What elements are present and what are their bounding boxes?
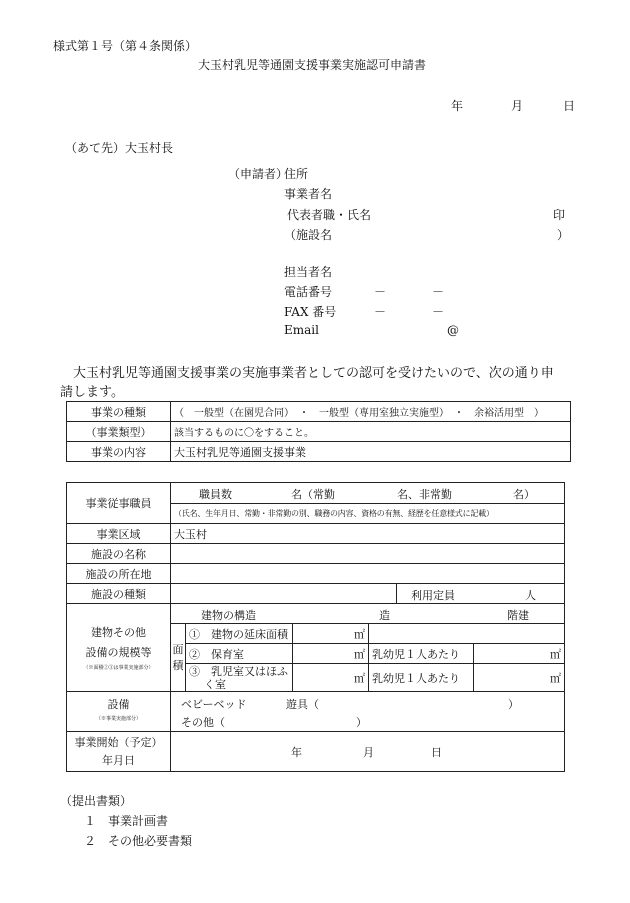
business-type-table [66, 401, 571, 462]
documents-heading: （提出書類） [60, 794, 133, 808]
menseki-char-2: 積 [172, 658, 184, 672]
infant-room-cell [186, 664, 293, 692]
capacity-label: 利用定員 [411, 589, 455, 602]
contact-person-label: 担当者名 [284, 265, 333, 279]
nursery-room-label: ② 保育室 [186, 644, 293, 664]
staff-close-label: 名） [513, 488, 535, 501]
start-month: 月 [363, 746, 374, 759]
business-name-label: 事業者名 [284, 187, 333, 201]
start-date-value-cell [171, 732, 565, 772]
business-type-options: （ 一般型（在園児合同） ・ 一般型（専用室独立実施型） ・ 余裕活用型 ） [171, 402, 571, 422]
business-content-value: 大玉村乳児等通園支援事業 [171, 442, 571, 462]
equipment-detail-cell [171, 692, 565, 732]
infant-per-infant-unit: ㎡ [474, 664, 565, 692]
capacity-unit: 人 [525, 589, 536, 602]
facility-address-label: 施設の所在地 [67, 564, 171, 584]
date-month: 月 [511, 99, 524, 113]
capacity-cell [397, 584, 565, 604]
nursery-room-unit: ㎡ [293, 644, 369, 664]
start-year: 年 [291, 746, 302, 759]
nursery-per-infant-unit: ㎡ [474, 644, 565, 664]
intro-line-2: 請します。 [60, 385, 124, 400]
date-year: 年 [451, 99, 464, 113]
business-type-sub: （事業類型） [67, 422, 171, 442]
floor-area-unit: ㎡ [293, 624, 369, 644]
toys-close: ） [508, 698, 519, 711]
building-scale-cell [67, 604, 171, 692]
fax-dash-2: － [432, 305, 445, 319]
representative-label: 代表者職・氏名 [287, 208, 372, 222]
start-label-2: 年月日 [102, 753, 135, 767]
building-label-2: 設備の規模等 [85, 645, 152, 659]
infant-room-unit: ㎡ [293, 664, 369, 692]
facility-address-value [171, 564, 565, 584]
structure-cell [171, 604, 565, 624]
addressee: （あて先）大玉村長 [65, 141, 174, 155]
area-value: 大玉村 [171, 524, 565, 544]
floor-area-label: ① 建物の延床面積 [186, 624, 293, 644]
structure-floors: 階建 [507, 609, 529, 622]
facility-type-label: 施設の種類 [67, 584, 171, 604]
phone-label: 電話番号 [284, 285, 333, 299]
facility-name-label: 施設の名称 [67, 544, 171, 564]
facility-details-table [66, 482, 565, 772]
start-day: 日 [431, 746, 442, 759]
business-type-label: 事業の種類 [67, 402, 171, 422]
equipment-note: （※事業実施部分） [95, 715, 141, 722]
business-content-label: 事業の内容 [67, 442, 171, 462]
applicant-label: （申請者） [228, 167, 289, 181]
seal-mark: 印 [553, 208, 566, 222]
equipment-label: 設備 [107, 697, 130, 711]
form-number: 様式第１号（第４条関係） [53, 39, 198, 53]
toys-label: 遊具（ [286, 698, 319, 711]
infant-room-label-b: く室 [204, 677, 226, 691]
baby-bed-label: ベビーベッド [181, 698, 247, 711]
document-item-1: １ 事業計画書 [84, 814, 169, 828]
staff-note: （氏名、生年月日、常勤・非常勤の別、職務の内容、資格の有無、経歴を任意様式に記載） [171, 504, 565, 524]
facility-type-value [171, 584, 397, 604]
building-label-1: 建物その他 [91, 625, 146, 639]
area-label: 事業区域 [67, 524, 171, 544]
fax-label: FAX 番号 [284, 305, 337, 319]
other-close: ） [356, 716, 367, 729]
fax-dash-1: － [374, 305, 387, 319]
staff-count-cell [171, 483, 565, 504]
staff-fulltime-label: 名（常勤 [291, 488, 335, 501]
floor-area-blank [369, 624, 565, 644]
staff-parttime-label: 名、非常勤 [397, 488, 452, 501]
phone-dash-1: － [374, 285, 387, 299]
staff-count-label: 職員数 [199, 488, 232, 501]
intro-line-1: 大玉村乳児等通園支援事業の実施事業者としての認可を受けたいので、次の通り申 [73, 366, 554, 381]
page-title: 大玉村乳児等通園支援事業実施認可申請書 [198, 58, 427, 72]
email-label: Email [284, 323, 319, 337]
nursery-per-infant-label: 乳幼児１人あたり [369, 644, 474, 664]
start-label-1: 事業開始（予定） [74, 735, 163, 749]
document-item-2: ２ その他必要書類 [84, 834, 193, 848]
equipment-cell [67, 692, 171, 732]
infant-per-infant-label: 乳幼児１人あたり [369, 664, 474, 692]
facility-name-close: ） [557, 228, 570, 242]
area-vertical-label [171, 624, 186, 692]
email-at: @ [447, 323, 459, 337]
infant-room-label-a: ③ 乳児室又はほふ [189, 664, 288, 678]
phone-dash-2: － [432, 285, 445, 299]
business-type-note: 該当するものに〇をすること。 [171, 422, 571, 442]
address-label: 住所 [284, 167, 309, 181]
date-day: 日 [563, 99, 576, 113]
structure-zo: 造 [379, 609, 390, 622]
facility-name-value [171, 544, 565, 564]
other-label: その他（ [181, 716, 225, 729]
staff-label: 事業従事職員 [67, 483, 171, 524]
menseki-char-1: 面 [172, 642, 184, 656]
structure-label: 建物の構造 [201, 609, 256, 622]
building-note: （※面積②③は事業実施部分） [83, 664, 154, 671]
start-date-cell [67, 732, 171, 772]
facility-name-open: （施設名 [284, 228, 333, 242]
